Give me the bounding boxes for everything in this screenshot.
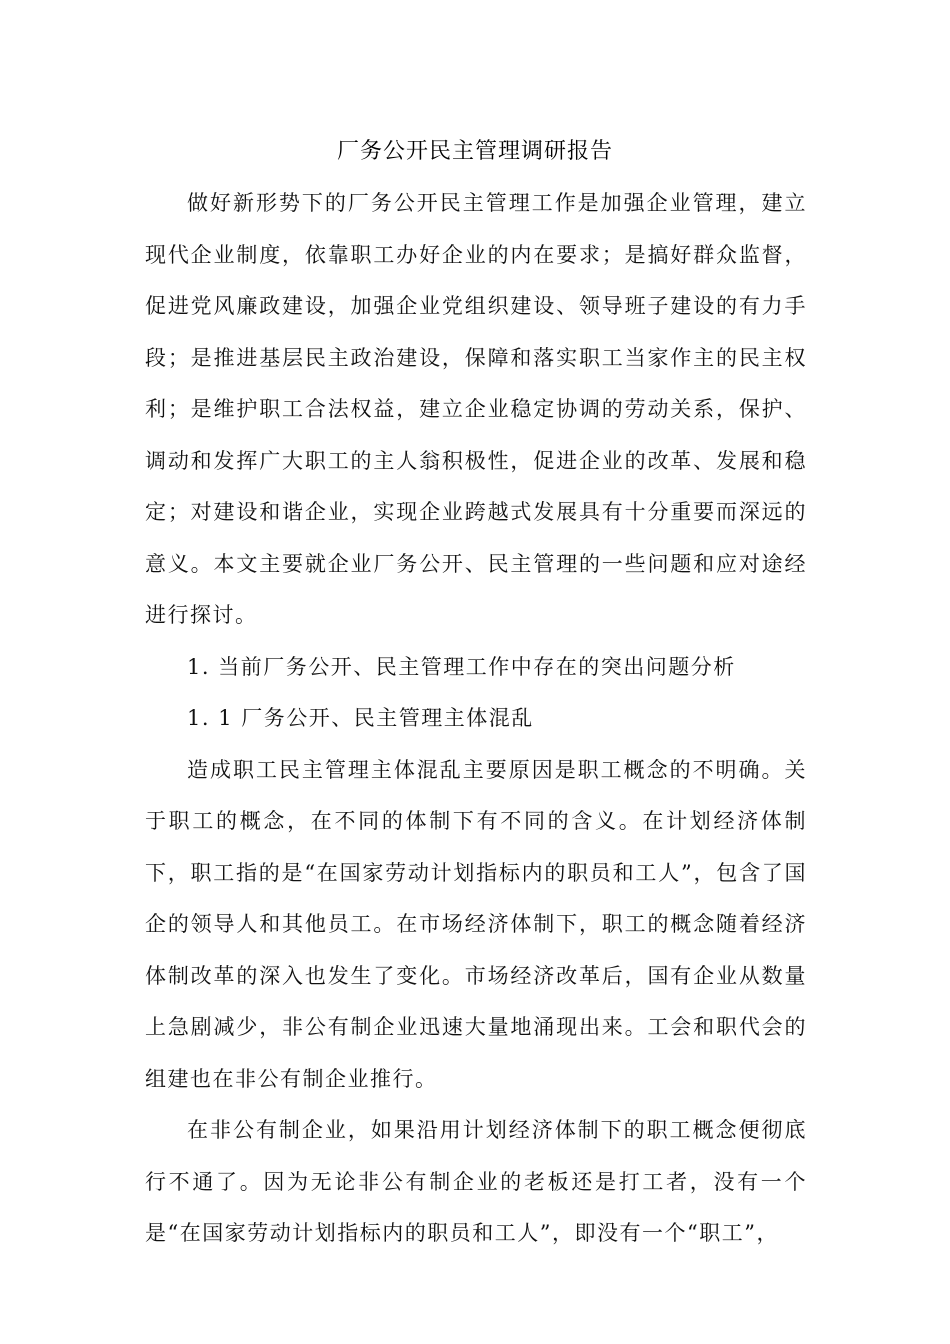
paragraph-intro: 做好新形势下的厂务公开民主管理工作是加强企业管理，建立现代企业制度，依靠职工办好企业的内在要求；是搞好群众监督，促进党风廉政建设，加强企业党组织建设、领导班子建设的有力手段；是推进基层民主政治建设，保障和落实职工当家作主的民主权利；是维护职工合法权益，建立企业稳定协调的劳动关系，保护、调动和发挥广大职工的主人翁积极性，促进企业的改革、发展和稳定；对建设和谐企业，实现企业跨越式发展具有十分重要而深远的意义。本文主要就企业厂务公开、民主管理的一些问题和应对途经进行探讨。 xyxy=(145,191,807,627)
section-heading-1-1: 1. 1 厂务公开、民主管理主体混乱 xyxy=(187,706,534,730)
paragraph-non-public-enterprise: 在非公有制企业，如果沿用计划经济体制下的职工概念便彻底行不通了。因为无论非公有制企业的老板还是打工者，没有一个是“在国家劳动计划指标内的职员和工人”，即没有一个“职工”， xyxy=(145,1118,807,1245)
section-heading-1: 1. 当前厂务公开、民主管理工作中存在的突出问题分析 xyxy=(187,654,736,679)
paragraph-worker-concept: 造成职工民主管理主体混乱主要原因是职工概念的不明确。关于职工的概念，在不同的体制下有不同的含义。在计划经济体制下，职工指的是“在国家劳动计划指标内的职员和工人”，包含了国企的领导人和其他员工。在市场经济体制下，职工的概念随着经济体制改革的深入也发生了变化。市场经济改革后，国有企业从数量上急剧减少，非公有制企业迅速大量地涌现出来。工会和职代会的组建也在非公有制企业推行。 xyxy=(145,757,807,1091)
document-body xyxy=(145,178,807,1260)
document-title: 厂务公开民主管理调研报告 xyxy=(336,139,613,164)
